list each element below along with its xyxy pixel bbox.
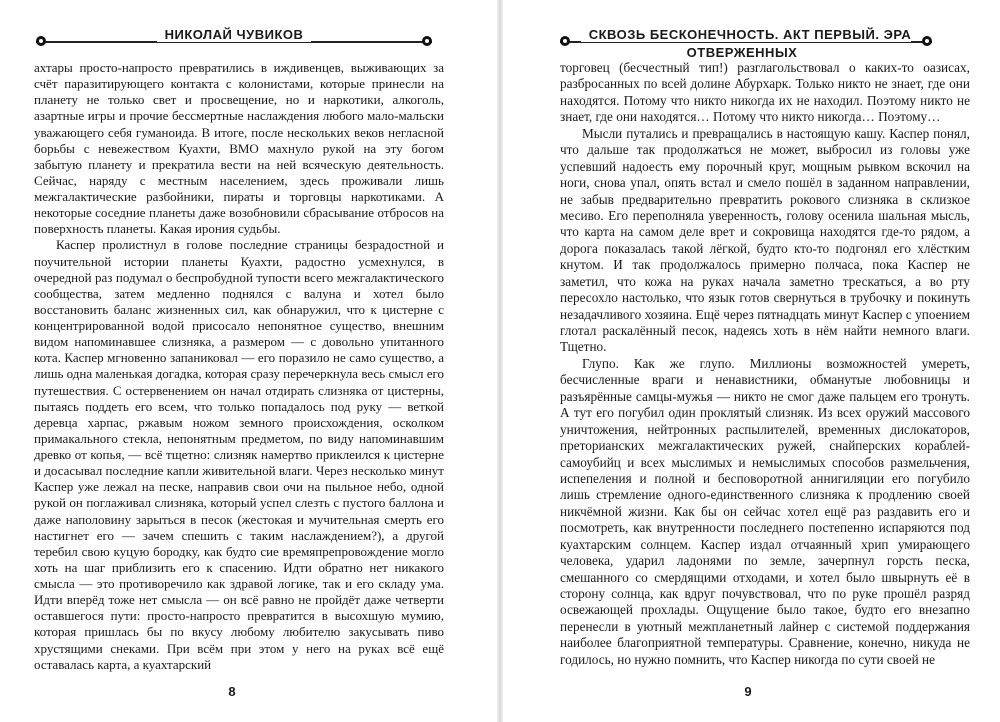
running-header-right [560,26,932,60]
paragraph: Каспер пролистнул в голове последние страницы безрадостной и поучительной истории планеты Куахти, радостно усмехнулся, в очередной раз подумал о беспробудной тупости всего межгалактического сообщества, затем медленно поднялся с валуна и хотел было восстановить баланс жизненных сил, как обнаружил, что к цистерне с концентрированной водой присосало непонятное существо, внешним видом напоминавшее слизняка, а размером — с довольно упитанного кота. Каспер мгновенно запаниковал — его поразило не само существо, а лишь одна маленькая догадка, которая сразу перечеркнула весь смысл его путешествия. С остервенением он начал отдирать слизняка от цистерны, пытаясь поддеть его всем, что только попадалось под руку — веткой деревца харпас, ржавым ножом земного происхождения, осколком примакального стекла, непонятным предметом, по виду напоминавшим древко от копья, — всё тщетно: слизняк намертво приклеился к цистерне и досасывал последние капли живительной влаги. Через несколько минут Каспер уже лежал на песке, направив свои очи на пыльное небо, одной рукой он поглаживал слизняка, который успел слезть с пустого баллона и даже наполовину зарыться в песок (жестокая и мучительная смерть его настигнет его — зачем спешить с таким наслаждением?), а другой теребил свою куцую бородку, как будто сие времяпрепровождение могло хоть на шаг приблизить его к спасению. Идти обратно нет никакого смысла — это противоречило как здравой логике, так и его складу ума. Идти вперёд тоже нет смысла — он всё равно не пройдёт даже четверти оставшегося пути: просто-напросто превратится в высохшую мумию, которая пришлась бы по вкусу любому любителю закусывать пиво хрустящими снеками. При всём при этом у него на руках всё ещё оставалась карта, а куахтарский [34,237,444,672]
right-page [500,0,1000,722]
paragraph: Глупо. Как же глупо. Миллионы возможностей умереть, бесчисленные враги и ненавистники, обманутые любовницы и разъярённые самцы-мужья — никто не смог даже пальцем его тронуть. А тут его погубил один проклятый слизняк. Из всех оружий массового уничтожения, нейтронных распылителей, временных дислокаторов, преторианских межгалактических ружей, снайперских кораблей-самоубийц и всех мыслимых и немыслимых способов размельчения, испепеления и полной и бесповоротной аннигиляции его погубило лишь стремление одного-единственного слизняка к продлению своей никчёмной жизни. Как бы он сейчас хотел ещё раз раздавить его и посмотреть, как внутренности последнего постепенно испаряются под куахтарским солнцем. Каспер издал отчаянный хрип умирающего человека, ударил ладонями по земле, зачерпнул горсть песка, смешанного со смердящими отходами, и хотел было швырнуть её в сторону солнца, как вдруг почувствовал, что по руке прошёл разряд освежающей прохлады. Ощущение было такое, будто его внезапно перенесли в уютный межпланетный лайнер с системой поддержания наиболее благоприятной температуры. Сравнение, конечно, никуда не годилось, но нужно помнить, что Каспер никогда по сути своей не [560,355,970,667]
paragraph: торговец (бесчестный тип!) разглагольствовал о каких-то оазисах, разбросанных по всей долине Абурхарк. Только никто не знает, где они находятся. Потому что никто никогда их не находил. Поэтому никто не знает, где они находятся… Потому что никто никогда… Поэтому… [560,60,970,125]
author-name: НИКОЛАЙ ЧУВИКОВ [157,27,312,42]
page-number: 9 [744,684,752,699]
paragraph: Мысли путались и превращались в настоящую кашу. Каспер понял, что дальше так продолжаться не может, выбросил из головы уже успевший надоесть ему порочный круг, мощным рывком вскочил на ноги, снова упал, опять встал и смело пошёл в заданном направлении, не забыв предварительно превратить рокового слизняка в склизкое месиво. Его переполняла уверенность, голову осенила шальная мысль, что карта на самом деле врет и сокровища находятся где-то рядом, а дорога показалась такой лёгкой, будто кто-то подгонял его хлёстким кнутом. И так продолжалось примерно полчаса, пока Каспер не заметил, что кожа на руках начала заметно трескаться, а во рту пересохло настолько, что язык готов свернуться в трубочку и покинуть незадачливого хозяина. Ещё через пятнадцать минут Каспер с упоением глотал раскалённый песок, надеясь хоть в нём найти немного влаги. Тщетно. [560,125,970,355]
book-title: СКВОЗЬ БЕСКОНЕЧНОСТЬ. АКТ ПЕРВЫЙ. ЭРА ОТВЕРЖЕННЫХ [581,27,912,60]
running-header-left [36,26,432,46]
page-number: 8 [228,684,236,699]
left-page-text [34,60,444,673]
right-page-text [560,60,970,668]
paragraph: ахтары просто-напросто превратились в иждивенцев, выживающих за счёт паразитирующего контакта с колонистами, которые принесли на планету не только свет и просвещение, но и наркотики, алкоголь, азартные игры и прочие бессмертные наслаждения любого мало-мальски уважающего себя гуманоида. В итоге, после нескольких веков негласной борьбы с невежеством Куахти, ВМО махнуло рукой на эту богом забытую планету и прекратила вести на ней всяческую деятельность. Сейчас, наряду с местным населением, здесь проживали лишь межгалактические разбойники, пираты и торговцы наркотиками. А некоторые соседние планеты даже возобновили сбрасывание отбросов на поверхность планеты. Какая ирония судьбы. [34,60,444,237]
